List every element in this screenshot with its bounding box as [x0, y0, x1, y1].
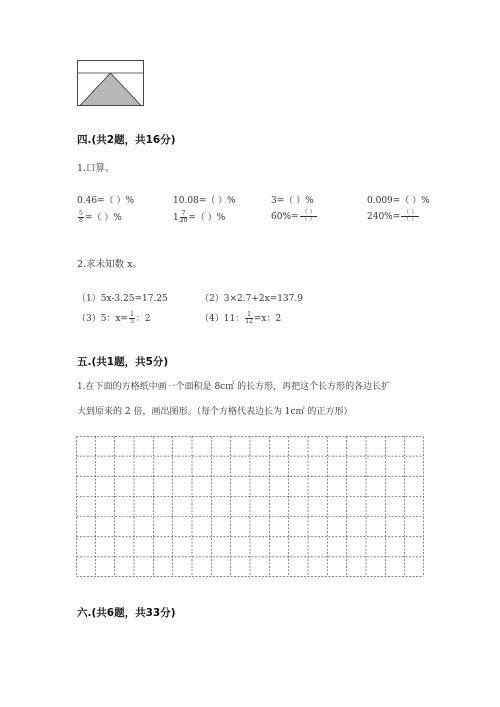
- calc-item-mixed-number: 1 $\frac{7}{20}$ =（ ）%: [173, 210, 226, 224]
- q1-text-line-2: 大到原来的 2 倍，画出图形。（每个方格代表边长为 1c㎡ 的正方形）: [77, 407, 353, 417]
- fraction: $\frac{7}{20}$: [179, 210, 188, 224]
- calc-item-percent: 60%= （ ） （ ）: [271, 209, 316, 223]
- dashed-square-grid: [76, 436, 424, 577]
- fraction: $\frac{1}{12}$: [245, 311, 253, 325]
- equation-3: （3）5：x= $\frac{1}{5}$ ：2: [77, 311, 151, 325]
- equation-4: （4）11： $\frac{1}{12}$ =x：2: [200, 311, 282, 325]
- calc-item-fraction: $\frac{5}{8}$ =（ ）%: [79, 210, 122, 224]
- rectangle-triangle-figure: [77, 60, 144, 106]
- calc-item: 0.46=（ ）%: [77, 196, 134, 206]
- calc-item-percent: 240%= （ ） （ ）: [367, 209, 418, 223]
- section-6-title: 六.(共6题，共33分): [77, 607, 176, 619]
- equation-1: （1）5x-3.25=17.25: [77, 294, 168, 304]
- fraction: $\frac{1}{5}$: [130, 311, 134, 325]
- equation-2: （2）3×2.7+2x=137.9: [200, 294, 303, 304]
- section-4-title: 四.(共2题，共16分): [77, 134, 176, 146]
- fraction-blank: （ ） （ ）: [403, 209, 418, 223]
- calc-item: 3=（ ）%: [271, 196, 314, 206]
- q2-prompt: 2.求未知数 x。: [77, 259, 142, 270]
- fraction: $\frac{5}{8}$: [79, 210, 83, 224]
- section-5-title: 五.(共1题，共5分): [77, 356, 169, 368]
- q1-prompt: 1.口算。: [77, 163, 115, 174]
- calc-item: 0.009=（ ）%: [367, 196, 430, 206]
- q1-text-line-1: 1.在下面的方格纸中画一个面积是 8c㎡ 的长方形，再把这个长方形的各边长扩: [77, 382, 391, 392]
- calc-item: 10.08=（ ）%: [173, 196, 236, 206]
- fraction-blank: （ ） （ ）: [301, 209, 316, 223]
